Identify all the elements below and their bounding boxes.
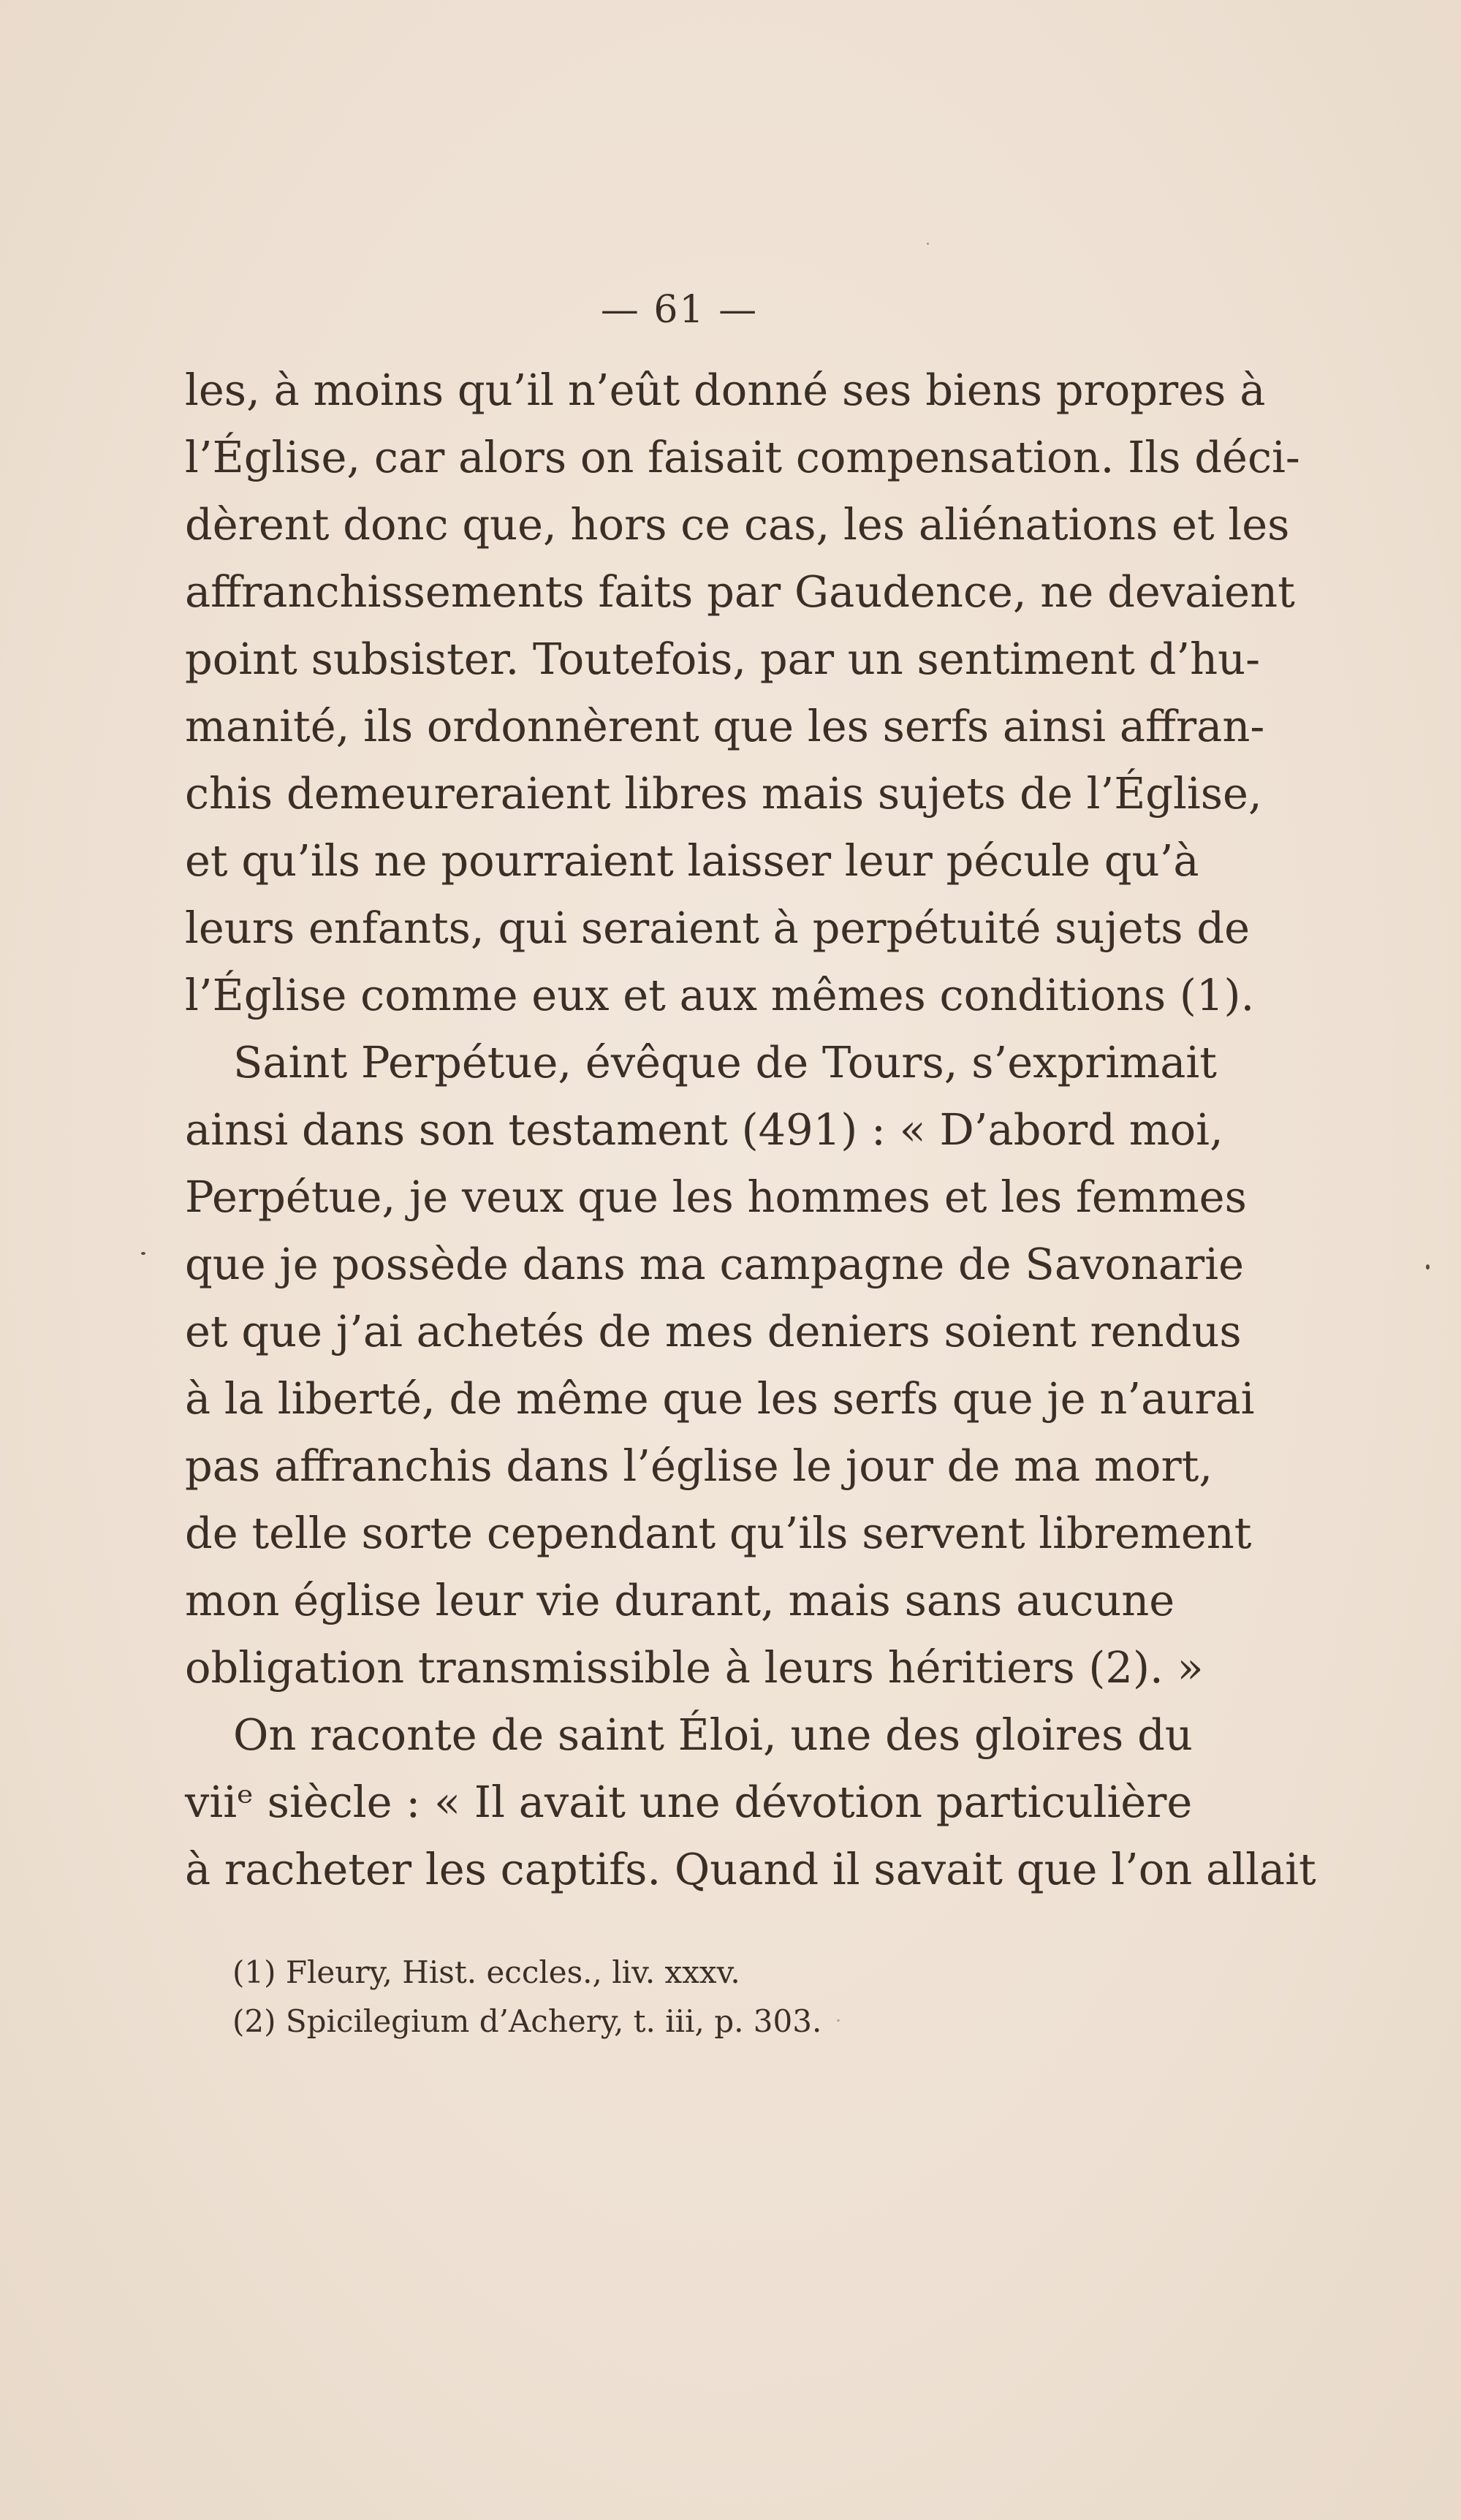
text-line: viiᵉ siècle : « Il avait une dévotion particulière: [185, 1777, 1193, 1827]
text-line: chis demeureraient libres mais sujets de l’Église,: [185, 768, 1262, 819]
body-text: [185, 357, 1316, 1903]
text-line: dèrent donc que, hors ce cas, les aliénations et les: [185, 499, 1290, 550]
text-line: point subsister. Toutefois, par un sentiment d’hu-: [185, 634, 1261, 684]
paper-speck: [141, 1252, 145, 1255]
text-line: On raconte de saint Éloi, une des gloires du: [233, 1709, 1193, 1760]
text-line: et qu’ils ne pourraient laisser leur pécule qu’à: [185, 835, 1199, 886]
text-line: affranchissements faits par Gaudence, ne devaient: [185, 566, 1295, 617]
text-line: obligation transmissible à leurs héritiers (2). »: [185, 1642, 1204, 1693]
text-line: Perpétue, je veux que les hommes et les femmes: [185, 1172, 1247, 1222]
text-line: manité, ils ordonnèrent que les serfs ainsi affran-: [185, 701, 1265, 751]
text-line: à racheter les captifs. Quand il savait que l’on allait: [185, 1844, 1316, 1894]
footnotes: [232, 1948, 963, 2046]
page-number: — 61 —: [600, 288, 759, 332]
text-line: mon église leur vie durant, mais sans aucune: [185, 1575, 1175, 1625]
text-line: l’Église, car alors on faisait compensation. Ils déci-: [185, 432, 1300, 482]
paper-speck: [1426, 1264, 1430, 1270]
text-line: de telle sorte cependant qu’ils servent librement: [185, 1508, 1252, 1558]
paper-speck: [927, 243, 929, 245]
text-line: pas affranchis dans l’église le jour de ma mort,: [185, 1441, 1213, 1491]
text-line: les, à moins qu’il n’eût donné ses biens propres à: [185, 365, 1266, 415]
text-line: et que j’ai achetés de mes deniers soient rendus: [185, 1306, 1242, 1356]
footnote-2: (2) Spicilegium d’Achery, t. iii, p. 303.: [232, 2003, 822, 2039]
text-line: Saint Perpétue, évêque de Tours, s’exprimait: [233, 1037, 1217, 1088]
text-line: l’Église comme eux et aux mêmes conditions (1).: [185, 970, 1255, 1020]
text-line: leurs enfants, qui seraient à perpétuité sujets de: [185, 903, 1251, 953]
text-line: à la liberté, de même que les serfs que je n’aurai: [185, 1373, 1255, 1424]
footnote-1: (1) Fleury, Hist. eccles., liv. xxxv.: [232, 1954, 740, 1990]
paper-speck: [837, 2019, 840, 2022]
text-line: ainsi dans son testament (491) : « D’abord moi,: [185, 1104, 1223, 1155]
text-line: que je possède dans ma campagne de Savonarie: [185, 1239, 1245, 1289]
